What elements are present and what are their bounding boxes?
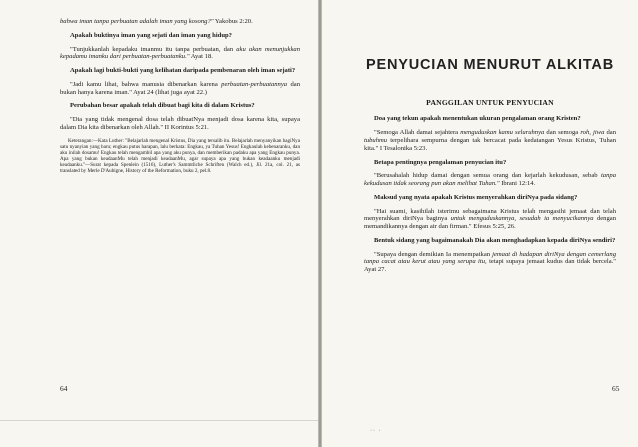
- right-paragraph-3: "Hai suami, kasihilah isterimu sebagaimana Kristus telah mengasihi jemaat dan telah menyerahkan diriNya baginya untuk menguduskannya, sesudah ia menyucikannya dengan memandikannya dengan air dan firman." Efesus 5:25, 26.: [364, 207, 616, 231]
- right-paragraph-1: "Semoga Allah damai sejahtera menguduskan kamu seluruhnya dan semoga roh, jiwa dan tubuhmu terpelihara sempurna dengan tak bercacat pada kedatangan Yesus Kristus, Tuhan kita." I Tesalonika 5:23.: [364, 129, 617, 152]
- right-paragraph-2: "Berusahalah hidup damai dengan semua orang dan kejarlah kekudusan, sebab tanpa kekudusan tidak seorang pun akan melihat Tuhan." Ibrani 12:14.: [364, 172, 616, 188]
- chapter-title: PENYUCIAN MENURUT ALKITAB: [366, 57, 614, 73]
- left-question-1: Apakah buktinya iman yang sejati dan iman yang hidup?: [70, 31, 232, 39]
- left-paragraph-2: "Tunjukkanlah kepadaku imanmu itu tanpa perbuatan, dan aku akan menunjukkan kepadamu imanku dari perbuatan-perbuatanku." Ayat 18.: [60, 45, 300, 61]
- left-text-column: [60, 18, 300, 180]
- right-question-1: Doa yang tekun apakah menentukan ukuran pengalaman orang Kristen?: [374, 115, 581, 123]
- right-question-2: Betapa pentingnya pengalaman penyucian itu?: [374, 158, 507, 166]
- footnote: Keterangan:—Kata Luther: "Belajarlah mengenal Kristus, Dia yang tersalib itu. Belajarlah menyanyikan bagiNya satu nyanyian yang baru; engkau putus harapan, lalu berkata: Engkau, ya Tuhan Yesus! Engkaulah kebenaranku, dan aku inilah dosamu! Engkau telah mengambil apa yang aku punya, dan memberikan padaku apa yang Engkau punya. Apa yang bukan keadaanMu telah menjadi keadaanMu, agar supaya apa yang bukan keadaanku menjadi keadaanku."—Surat kepada Spenlein (1516), Luther's Sammtliche Schriften (Walch ed.), Jil. 21a, col. 21, as translated by Merle D'Aubigne, History of the Reformation, buku 2, pel.8.: [60, 137, 300, 175]
- right-paragraph-4: "Supaya dengan demikian Ia menempatkan jemaat di hadapan diriNya dengan cemerlang tanpa cacat atau kerut atau yang serupa itu, tetapi supaya jemaat kudus dan tidak bercela." Ayat 27.: [364, 250, 616, 274]
- right-text-column: [364, 58, 616, 280]
- section-title: PANGGILAN UNTUK PENYUCIAN: [426, 97, 554, 107]
- left-question-2: Apakah lagi bukti-bukti yang kelihatan daripada pembenaran oleh iman sejati?: [70, 67, 296, 75]
- left-paragraph-1: bahwa iman tanpa perbuatan adalah iman yang kosong?" Yakobus 2:20.: [60, 18, 253, 25]
- right-question-4: Bentuk sidang yang bagaimanakah Dia akan menghadapkan kepada diriNya sendiri?: [374, 236, 616, 244]
- page-edge-line: [0, 420, 318, 421]
- page-number-left: 64: [60, 384, 68, 393]
- left-paragraph-3: "Jadi kamu lihat, bahwa manusia dibenarkan karena perbuatan-perbuatannya dan bukan hanya karena iman." Ayat 24 (lihat juga ayat 22.): [60, 80, 300, 96]
- left-question-3: Perubahan besar apakah telah dibuat bagi kita di dalam Kristus?: [70, 102, 255, 110]
- left-page: [0, 0, 318, 447]
- right-page: [322, 0, 638, 447]
- left-paragraph-4: "Dia yang tidak mengenal dosa telah dibuatNya menjadi dosa karena kita, supaya dalam Dia kita dibenarkan oleh Allah." II Korintus 5:21.: [60, 116, 300, 131]
- right-question-3: Maksud yang nyata apakah Kristus menyerahkan diriNya pada sidang?: [374, 193, 578, 201]
- bottom-mark: ·· ·: [370, 428, 382, 434]
- page-number-right: 65: [612, 384, 620, 393]
